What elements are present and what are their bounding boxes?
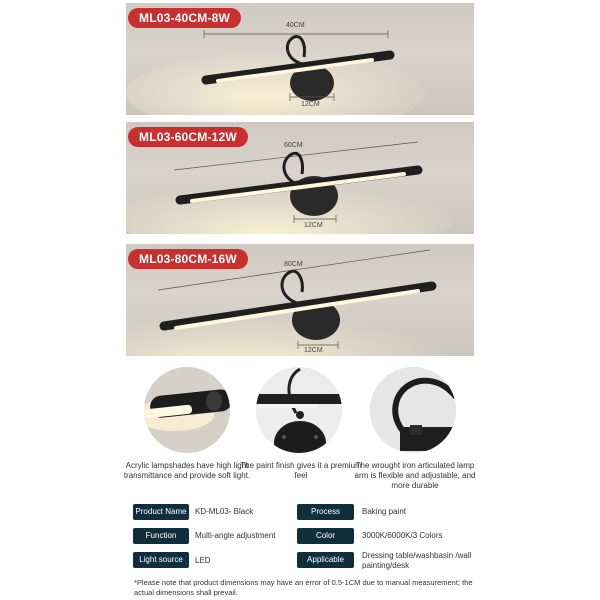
spec-value-process: Baking paint xyxy=(362,507,407,516)
spec-label-light-source: Light source xyxy=(133,552,189,568)
spec-value-product-name: KD-ML03- Black xyxy=(195,507,254,516)
spec-label-process: Process xyxy=(297,504,354,520)
spec-label-product-name: Product Name xyxy=(133,504,189,520)
variant-badge-80cm: ML03-80CM-16W xyxy=(128,249,248,269)
length-label: 80CM xyxy=(284,261,303,268)
plate-label: 12CM xyxy=(301,101,320,108)
spec-value-color: 3000K/6000K/3 Colors xyxy=(362,531,443,540)
spec-value-function: Multi-angle adjustment xyxy=(195,531,276,540)
spec-value-light-source: LED xyxy=(195,556,211,565)
dimension-disclaimer: *Please note that product dimensions may have an error of 0.5-1CM due to manual measurement; the actual dimensions shall prevail. xyxy=(134,578,473,597)
feature-paint-finish-photo xyxy=(256,367,342,453)
feature-lamp-arm-photo xyxy=(370,367,456,453)
feature-caption-paint: The paint finish gives it a premium feel xyxy=(240,461,362,480)
length-label: 60CM xyxy=(284,142,303,149)
variant-badge-60cm: ML03-60CM-12W xyxy=(128,127,248,147)
lamp-arm xyxy=(282,271,302,304)
feature-caption-lampshade: Acrylic lampshades have high light transmittance and provide soft light. xyxy=(123,461,251,480)
spec-label-applicable-space: Applicable space xyxy=(297,552,354,568)
spec-label-function: Function xyxy=(133,528,189,544)
variant-badge-40cm: ML03-40CM-8W xyxy=(128,8,241,28)
spec-label-color: Color xyxy=(297,528,354,544)
spec-value-applicable-space: Dressing table/washbasin /wall painting/desk xyxy=(362,551,472,570)
length-label: 40CM xyxy=(286,22,305,29)
plate-label: 12CM xyxy=(304,347,323,354)
plate-label: 12CM xyxy=(304,222,323,229)
feature-caption-arm: The wrought iron articulated lamp arm is flexible and adjustable, and more durable xyxy=(354,461,476,490)
feature-lampshade-photo xyxy=(144,367,230,453)
